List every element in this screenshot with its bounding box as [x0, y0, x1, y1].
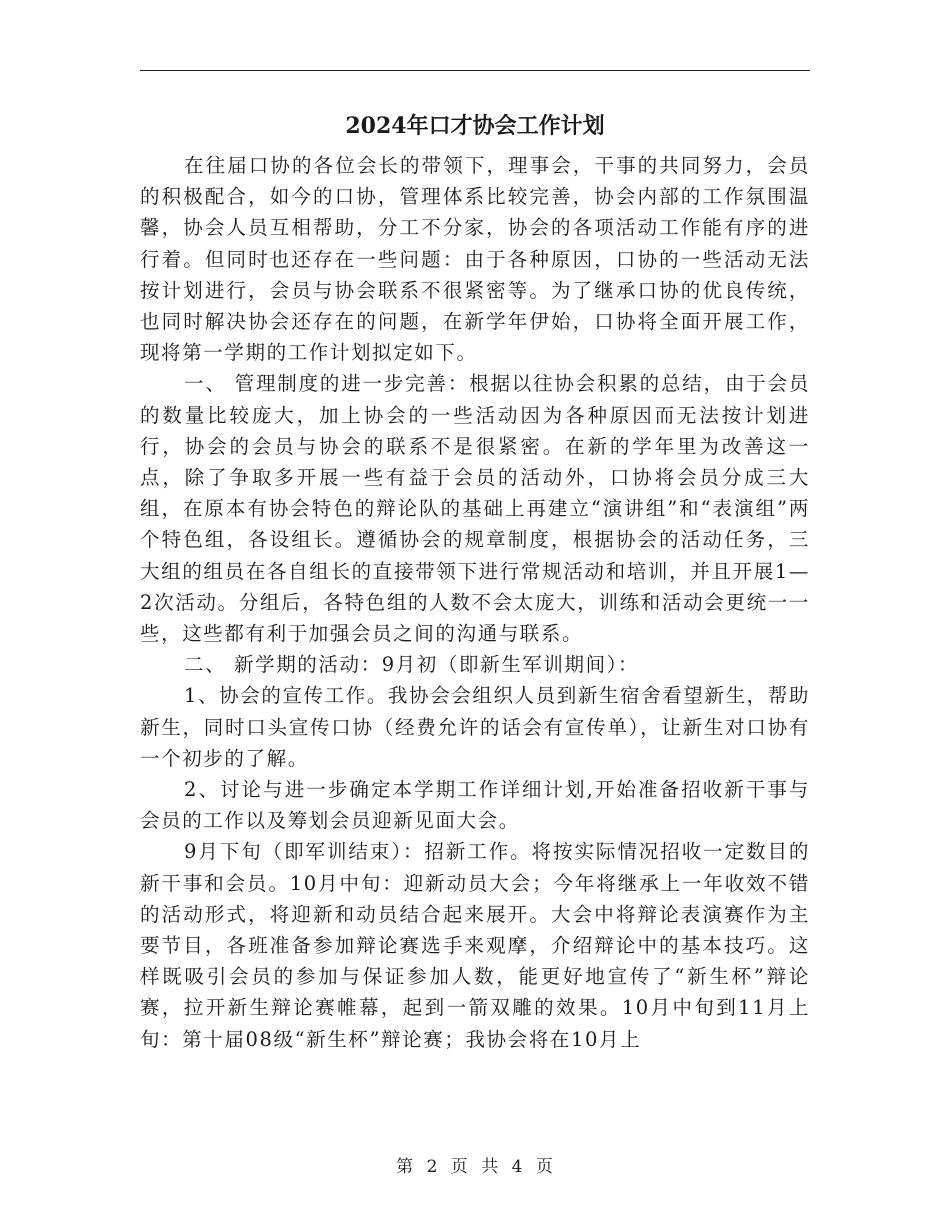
paragraph-section-1: 一、 管理制度的进一步完善：根据以往协会积累的总结，由于会员的数量比较庞大，加上协会的一些活动因为各种原因而无法按计划进行，协会的会员与协会的联系不是很紧密。在新的学年里为改善这一点，除了争取多开展一些有益于会员的活动外，口协将会员分成三大组，在原本有协会特色的辩论队的基础上再建立“演讲组”和“表演组”两个特色组，各设组长。遵循协会的规章制度，根据协会的活动任务，三大组的组员在各自组长的直接带领下进行常规活动和培训，并且开展1—2次活动。分组后，各特色组的人数不会太庞大，训练和活动会更统一一些，这些都有利于加强会员之间的沟通与联系。 — [140, 372, 810, 646]
paragraph-intro: 在往届口协的各位会长的带领下，理事会，干事的共同努力，会员的积极配合，如今的口协，管理体系比较完善，协会内部的工作氛围温馨，协会人员互相帮助，分工不分家，协会的各项活动工作能有序的进行着。但同时也还存在一些问题：由于各种原因，口协的一些活动无法按计划进行，会员与协会联系不很紧密等。为了继承口协的优良传统，也同时解决协会还存在的问题，在新学年伊始，口协将全面开展工作，现将第一学期的工作计划拟定如下。 — [140, 154, 810, 365]
paragraph-item-2: 2、讨论与进一步确定本学期工作详细计划,开始准备招收新干事与会员的工作以及筹划会员迎新见面大会。 — [140, 778, 810, 833]
paragraph-section-2-heading: 二、 新学期的活动：9月初（即新生军训期间）： — [184, 653, 640, 677]
paragraph-item-1: 1、协会的宣传工作。我协会会组织人员到新生宿舍看望新生，帮助新生，同时口头宣传口协（经费允许的话会有宣传单），让新生对口协有一个初步的了解。 — [140, 684, 810, 770]
paragraph-schedule: 9月下旬（即军训结束）：招新工作。将按实际情况招收一定数目的新干事和会员。10月中旬：迎新动员大会；今年将继承上一年收效不错的活动形式，将迎新和动员结合起来展开。大会中将辩论表演赛作为主要节目，各班准备参加辩论赛选手来观摩，介绍辩论中的基本技巧。这样既吸引会员的参加与保证参加人数，能更好地宣传了“新生杯”辩论赛，拉开新生辩论赛帷幕，起到一箭双雕的效果。10月中旬到11月上旬：第十届08级“新生杯”辩论赛；我协会将在10月上 — [140, 840, 810, 1051]
document-title: 2024年口才协会工作计划 — [345, 113, 605, 139]
header-rule — [140, 70, 810, 71]
document-body — [140, 150, 810, 1055]
page-number-footer: 第 2 页 共 4 页 — [396, 1157, 554, 1177]
